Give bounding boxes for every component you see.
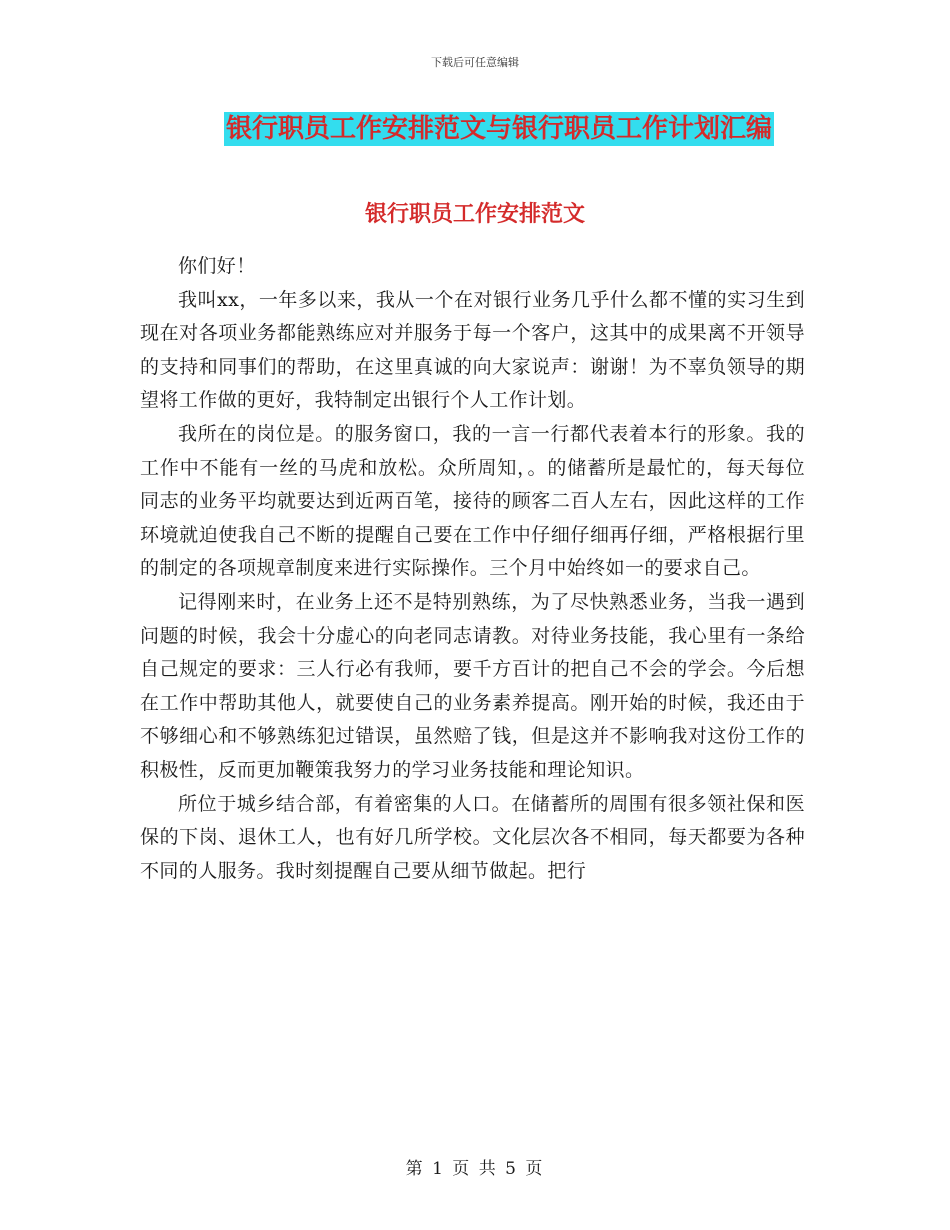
paragraph: 我叫xx，一年多以来，我从一个在对银行业务几乎什么都不懂的实习生到现在对各项业务都能熟练应对并服务于每一个客户，这其中的成果离不开领导的支持和同事们的帮助，在这里真诚的向大家说声：谢谢！为不辜负领导的期望将工作做的更好，我特制定出银行个人工作计划。 (140, 288, 805, 412)
page-header-note: 下载后可任意编辑 (431, 56, 519, 69)
main-title: 银行职员工作安排范文与银行职员工作计划汇编 (225, 114, 772, 144)
paragraph: 你们好！ (178, 255, 256, 277)
body-text (140, 250, 805, 888)
paragraph: 我所在的岗位是。的服务窗口，我的一言一行都代表着本行的形象。我的工作中不能有一丝的马虎和放松。众所周知，。的储蓄所是最忙的，每天每位同志的业务平均就要达到近两百笔，接待的顾客二百人左右，因此这样的工作环境就迫使我自己不断的提醒自己要在工作中仔细仔细再仔细，严格根据行里的制定的各项规章制度来进行实际操作。三个月中始终如一的要求自己。 (140, 422, 805, 580)
paragraph: 记得刚来时，在业务上还不是特别熟练，为了尽快熟悉业务，当我一遇到问题的时候，我会十分虚心的向老同志请教。对待业务技能，我心里有一条给自己规定的要求：三人行必有我师，要千方百计的把自己不会的学会。今后想在工作中帮助其他人，就要使自己的业务素养提高。刚开始的时候，我还由于不够细心和不够熟练犯过错误，虽然赔了钱，但是这并不影响我对这份工作的积极性，反而更加鞭策我努力的学习业务技能和理论知识。 (140, 590, 805, 781)
page-number: 第 1 页 共 5 页 (405, 1159, 545, 1179)
section-title: 银行职员工作安排范文 (364, 202, 585, 227)
main-title-wrap (0, 112, 950, 146)
paragraph: 所位于城乡结合部，有着密集的人口。在储蓄所的周围有很多领社保和医保的下岗、退休工人，也有好几所学校。文化层次各不相同，每天都要为各种不同的人服务。我时刻提醒自己要从细节做起。把行 (140, 792, 805, 882)
